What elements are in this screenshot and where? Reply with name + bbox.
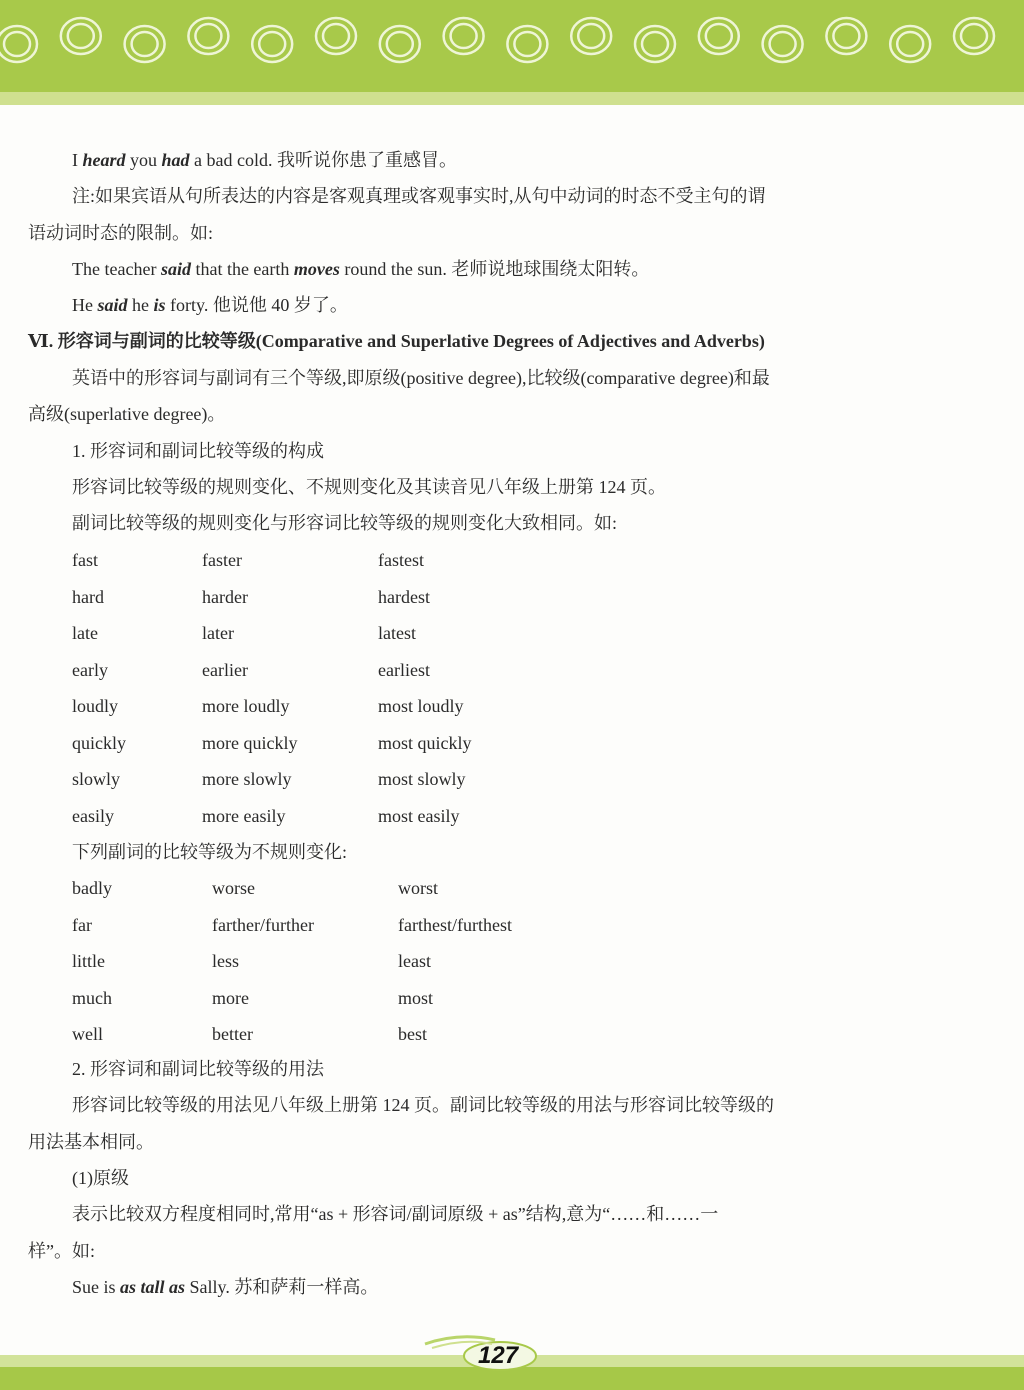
comparative-degree: earlier	[202, 659, 248, 680]
ring-icon	[252, 26, 292, 62]
page-number-badge	[420, 1330, 560, 1375]
positive-degree: hard	[72, 586, 104, 607]
positive-degree: well	[72, 1024, 103, 1044]
superlative-degree: least	[398, 951, 431, 971]
superlative-degree: fastest	[378, 550, 424, 570]
ring-icon	[316, 18, 356, 54]
positive-degree: late	[72, 623, 98, 643]
comparative-degree: more	[212, 987, 249, 1008]
positive-degree: easily	[72, 805, 114, 826]
superlative-degree: farthest/furthest	[398, 914, 512, 935]
note-line-2: 语动词时态的限制。如:	[28, 223, 213, 243]
subheading-2-1: (1)原级	[72, 1168, 129, 1188]
comparative-degree: harder	[202, 586, 248, 607]
sub1-paragraph-1: 形容词比较等级的规则变化、不规则变化及其读音见八年级上册第 124 页。	[72, 477, 666, 497]
positive-degree: badly	[72, 878, 112, 898]
positive-degree: early	[72, 659, 108, 680]
example-forty: He said he is forty. 他说他 40 岁了。	[72, 295, 348, 315]
positive-degree: slowly	[72, 769, 121, 789]
intro-line-1: 英语中的形容词与副词有三个等级,即原级(positive degree),比较级(comparative degree)和最	[72, 368, 770, 388]
intro-line-2: 高级(superlative degree)。	[28, 404, 226, 424]
section-heading: Ⅵ. 形容词与副词的比较等级(Comparative and Superlative Degrees of Adjectives and Adverbs)	[28, 331, 765, 351]
positive-degree: much	[72, 987, 112, 1008]
comparative-degree: worse	[212, 878, 255, 898]
comparative-degree: less	[212, 951, 239, 971]
superlative-degree: most loudly	[378, 696, 464, 716]
ring-icon	[571, 18, 611, 54]
ring-icon	[507, 26, 547, 62]
superlative-degree: most	[398, 987, 434, 1008]
positive-degree: far	[72, 914, 92, 935]
ring-icon	[61, 18, 101, 54]
superlative-degree: hardest	[378, 586, 430, 607]
ring-icon	[826, 18, 866, 54]
positive-degree: quickly	[72, 732, 126, 753]
comparative-degree: later	[202, 623, 234, 643]
example-sue: Sue is as tall as Sally. 苏和萨莉一样高。	[72, 1277, 379, 1297]
header-stripe	[0, 92, 1024, 105]
superlative-degree: earliest	[378, 659, 430, 680]
sub2-line-1: 形容词比较等级的用法见八年级上册第 124 页。副词比较等级的用法与形容词比较等级的	[72, 1095, 774, 1115]
comparative-degree: more slowly	[202, 769, 292, 789]
ring-icon	[444, 18, 484, 54]
sub1-paragraph-2: 副词比较等级的规则变化与形容词比较等级的规则变化大致相同。如:	[72, 513, 617, 533]
positive-degree: fast	[72, 550, 98, 570]
ring-icon	[635, 26, 675, 62]
comparative-degree: better	[212, 1024, 253, 1044]
comparative-degree: faster	[202, 550, 242, 570]
decorative-rings	[0, 10, 1024, 70]
example-teacher: The teacher said that the earth moves round the sun. 老师说地球围绕太阳转。	[72, 259, 650, 279]
ring-icon	[954, 18, 994, 54]
sub2-line-2: 用法基本相同。	[28, 1132, 154, 1152]
sub2-1-line-2: 样”。如:	[28, 1241, 95, 1261]
comparative-degree: more loudly	[202, 696, 290, 716]
ring-icon	[890, 26, 930, 62]
ring-icon	[699, 18, 739, 54]
subheading-2: 2. 形容词和副词比较等级的用法	[72, 1059, 324, 1079]
superlative-degree: most slowly	[378, 769, 466, 789]
positive-degree: loudly	[72, 696, 119, 716]
superlative-degree: worst	[398, 878, 438, 898]
comparative-degree: farther/further	[212, 914, 314, 935]
page-number: 127	[478, 1342, 519, 1369]
note-line-1: 注:如果宾语从句所表达的内容是客观真理或客观事实时,从句中动词的时态不受主句的谓	[72, 186, 766, 206]
positive-degree: little	[72, 951, 105, 971]
ring-icon	[125, 26, 165, 62]
sub2-1-line-1: 表示比较双方程度相同时,常用“as + 形容词/副词原级 + as”结构,意为“……和……一	[72, 1204, 719, 1224]
comparative-degree: more easily	[202, 805, 286, 826]
superlative-degree: most quickly	[378, 732, 472, 753]
ring-icon	[380, 26, 420, 62]
ring-icon	[763, 26, 803, 62]
ring-icon	[188, 18, 228, 54]
superlative-degree: latest	[378, 623, 416, 643]
ring-icon	[0, 26, 37, 62]
comparative-degree: more quickly	[202, 732, 298, 753]
subheading-1: 1. 形容词和副词比较等级的构成	[72, 441, 324, 461]
superlative-degree: most easily	[378, 805, 460, 826]
irregular-intro: 下列副词的比较等级为不规则变化:	[72, 842, 347, 862]
example-heard: I heard you had a bad cold. 我听说你患了重感冒。	[72, 150, 457, 170]
superlative-degree: best	[398, 1024, 427, 1044]
